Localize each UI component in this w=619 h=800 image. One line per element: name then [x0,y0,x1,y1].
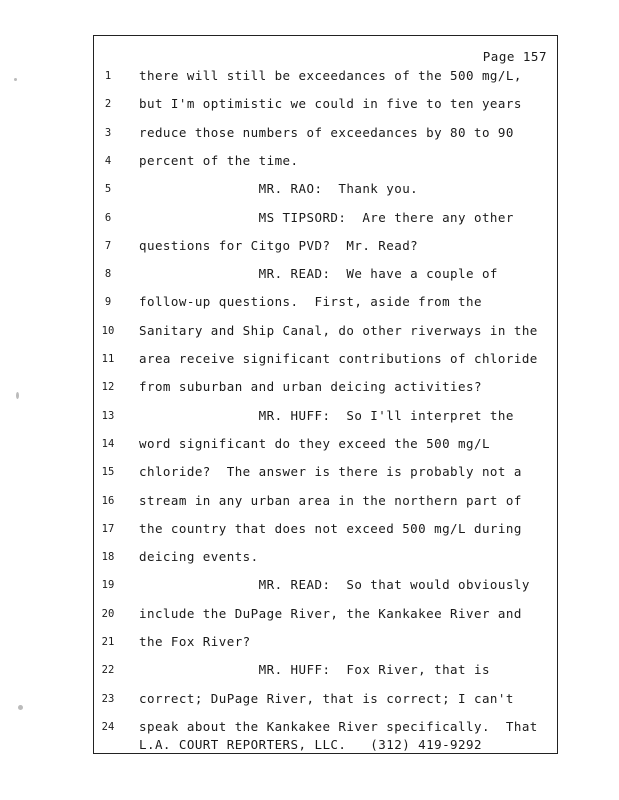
line-text: MR. HUFF: Fox River, that is [139,662,490,678]
transcript-line [0,549,619,577]
line-text: area receive significant contributions of chloride [139,351,538,366]
line-text: Sanitary and Ship Canal, do other riverways in the [139,322,538,338]
transcript-line [0,96,619,124]
line-text: MR. READ: So that would obviously [139,577,530,593]
line-text: questions for Citgo PVD? Mr. Read? [139,237,419,253]
transcript-line [0,210,619,238]
line-text: the country that does not exceed 500 mg/L during [139,520,522,536]
line-number: 22 [101,664,115,677]
transcript-line [0,436,619,464]
transcript-line [0,351,619,379]
line-number: 13 [101,409,115,422]
page-number: Page 157 [482,49,547,64]
line-text: deicing events. [139,549,259,565]
scan-speck [14,78,17,81]
transcript-line [0,521,619,549]
line-number: 8 [104,268,112,281]
line-number: 4 [104,154,112,167]
line-text: include the DuPage River, the Kankakee River and [139,605,522,621]
line-text: from suburban and urban deicing activities? [139,379,482,395]
line-text: MR. HUFF: So I'll interpret the [139,407,514,423]
line-text: MR. RAO: Thank you. [139,181,419,197]
line-text: the Fox River? [139,634,251,649]
transcript-line [0,464,619,492]
line-text: MS TIPSORD: Are there any other [139,209,514,225]
line-text: chloride? The answer is there is probably not a [139,464,522,480]
transcript-line [0,577,619,605]
line-number: 15 [101,466,115,479]
line-text: follow-up questions. First, aside from the [139,294,482,310]
line-number: 12 [101,381,115,394]
transcript-line [0,294,619,322]
line-text: MR. READ: We have a couple of [139,266,498,282]
line-number: 9 [104,296,112,309]
transcript-line [0,606,619,634]
transcript-line [0,493,619,521]
transcript-line [0,125,619,153]
transcript-line [0,181,619,209]
line-number: 7 [104,239,112,252]
line-number: 16 [101,494,115,507]
scan-speck [16,392,19,399]
line-number: 2 [104,98,112,111]
transcript-line [0,379,619,407]
court-reporter-footer: L.A. COURT REPORTERS, LLC. (312) 419-9292 [139,737,482,752]
line-number: 19 [101,579,115,592]
transcript-line [0,238,619,266]
line-number: 3 [104,126,112,139]
line-text: stream in any urban area in the northern part of [139,492,522,508]
line-text: percent of the time. [139,152,299,168]
line-text: speak about the Kankakee River specifically. That [139,718,538,734]
line-number: 18 [101,551,115,564]
line-number: 10 [101,324,115,337]
line-number: 5 [104,183,112,196]
line-number: 1 [104,70,112,82]
line-number: 20 [101,607,115,620]
line-text: reduce those numbers of exceedances by 80 to 90 [139,124,514,140]
transcript-line [0,266,619,294]
line-number: 21 [101,636,115,648]
transcript-line [0,68,619,96]
line-text: word significant do they exceed the 500 mg/L [139,435,490,451]
line-number: 17 [101,522,115,535]
line-number: 6 [104,211,112,224]
line-number: 24 [101,720,115,733]
line-number: 11 [101,353,115,365]
scan-speck [18,705,23,710]
line-text: there will still be exceedances of the 500 mg/L, [139,68,522,83]
transcript-line [0,323,619,351]
line-text: correct; DuPage River, that is correct; I can't [139,690,514,706]
transcript-line [0,153,619,181]
transcript-line [0,691,619,719]
transcript-line [0,408,619,436]
transcript-line [0,662,619,690]
line-number: 23 [101,692,115,705]
transcript-line [0,634,619,662]
line-text: but I'm optimistic we could in five to ten years [139,96,522,112]
line-number: 14 [101,437,115,450]
